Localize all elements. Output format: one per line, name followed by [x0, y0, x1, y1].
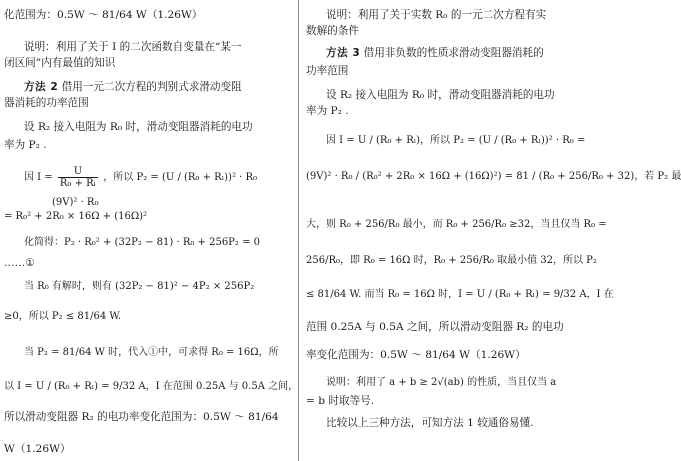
- equation-line: (9V)² · R₀ / (R₀² + 2R₀ × 16Ω + (16Ω)²) = 81 / (R₀ + 256/R₀ + 32)，若 P₂ 最: [306, 171, 681, 182]
- note-line: 说明：利用了 a + b ≥ 2√(ab) 的性质，当且仅当 a: [326, 377, 557, 388]
- method-label: 方法 2: [24, 81, 59, 93]
- equation-line: 大，则 R₀ + 256/R₀ 最小，而 R₀ + 256/R₀ ≥32，当且仅当 R₀ =: [306, 219, 607, 230]
- text-line: 所以滑动变阻器 R₂ 的电功率变化范围为：0.5W ～ 81/64: [4, 411, 279, 423]
- text-line: 功率范围: [306, 65, 349, 77]
- left-column: [4, 0, 299, 461]
- equation-line: 256/R₀，即 R₀ = 16Ω 时，R₀ + 256/R₀ 取最小值 32，所以 P₂: [306, 255, 597, 266]
- equation-line: ≤ 81/64 W. 而当 R₀ = 16Ω 时，I = U / (R₀ + Rₗ) = 9/32 A，I 在: [306, 289, 614, 300]
- equation-part: ，所以 P₂ = (U / (R₀ + Rₗ))² · R₀: [103, 172, 258, 183]
- method-title: 借用非负数的性质求滑动变阻器消耗的: [363, 47, 544, 59]
- text-line: 闭区间”内有最值的知识: [4, 57, 116, 69]
- text-line: 数解的条件: [306, 25, 359, 37]
- equation-denominator: = R₀² + 2R₀ × 16Ω + (16Ω)²: [4, 211, 148, 222]
- text-line: 率为 P₂ .: [306, 105, 349, 117]
- method-title: 借用一元二次方程的判别式求滑动变阻: [61, 81, 242, 93]
- equation-line: 化简得：P₂ · R₀² + (32P₂ − 81) · R₀ + 256P₂ = 0: [24, 237, 261, 248]
- fraction-denominator: R₀ + Rₗ: [59, 178, 97, 189]
- method-3-heading: [306, 46, 596, 60]
- equation-line: 因 I = U / (R₀ + Rₗ)，所以 P₂ = (U / (R₀ + Rₗ))² · R₀ =: [326, 135, 586, 146]
- text-line: W（1.26W）: [4, 443, 71, 455]
- equation-part: 因 I =: [24, 172, 53, 183]
- equation-tag: ……①: [4, 257, 35, 269]
- conclusion-line: 比较以上三种方法，可知方法 1 较通俗易懂.: [326, 417, 534, 429]
- equation-line: 当 P₂ = 81/64 W 时，代入①中，可求得 R₀ = 16Ω，所: [24, 347, 279, 358]
- text-line: 率变化范围为：0.5W ～ 81/64 W（1.26W）: [306, 349, 526, 361]
- note-line: 说明：利用了关于实数 R₀ 的一元二次方程有实: [326, 9, 547, 21]
- method-label: 方法 3: [326, 47, 361, 59]
- method-2-heading: [4, 80, 294, 94]
- text-line: 设 R₂ 接入电阻为 R₀ 时，滑动变阻器消耗的电功: [24, 121, 253, 133]
- text-line: 设 R₂ 接入电阻为 R₀ 时，滑动变阻器消耗的电功: [326, 89, 555, 101]
- text-line: 范围 0.25A 与 0.5A 之间，所以滑动变阻器 R₂ 的电功: [306, 321, 564, 333]
- equation-line: ≥0，所以 P₂ ≤ 81/64 W.: [4, 311, 122, 322]
- right-column: [306, 0, 681, 461]
- equation-line: 当 R₀ 有解时，则有 (32P₂ − 81)² − 4P₂ × 256P₂: [24, 281, 255, 292]
- equation-numerator: (9V)² · R₀: [52, 197, 99, 208]
- text-line: = b 时取等号.: [306, 395, 375, 407]
- equation-line: 以 I = U / (R₀ + Rₗ) = 9/32 A，I 在范围 0.25A 与 0.5A 之间，: [4, 381, 299, 392]
- text-line: 器消耗的功率范围: [4, 97, 89, 109]
- fraction-numerator: U: [58, 166, 98, 178]
- note-line: 说明：利用了关于 I 的二次函数自变量在“某一: [24, 41, 242, 53]
- column-divider: [298, 0, 299, 461]
- fraction: [58, 166, 98, 189]
- text-line: 化范围为：0.5W ～ 81/64 W（1.26W）: [4, 9, 203, 21]
- text-line: 率为 P₂ .: [4, 139, 47, 151]
- equation-line: [4, 166, 294, 189]
